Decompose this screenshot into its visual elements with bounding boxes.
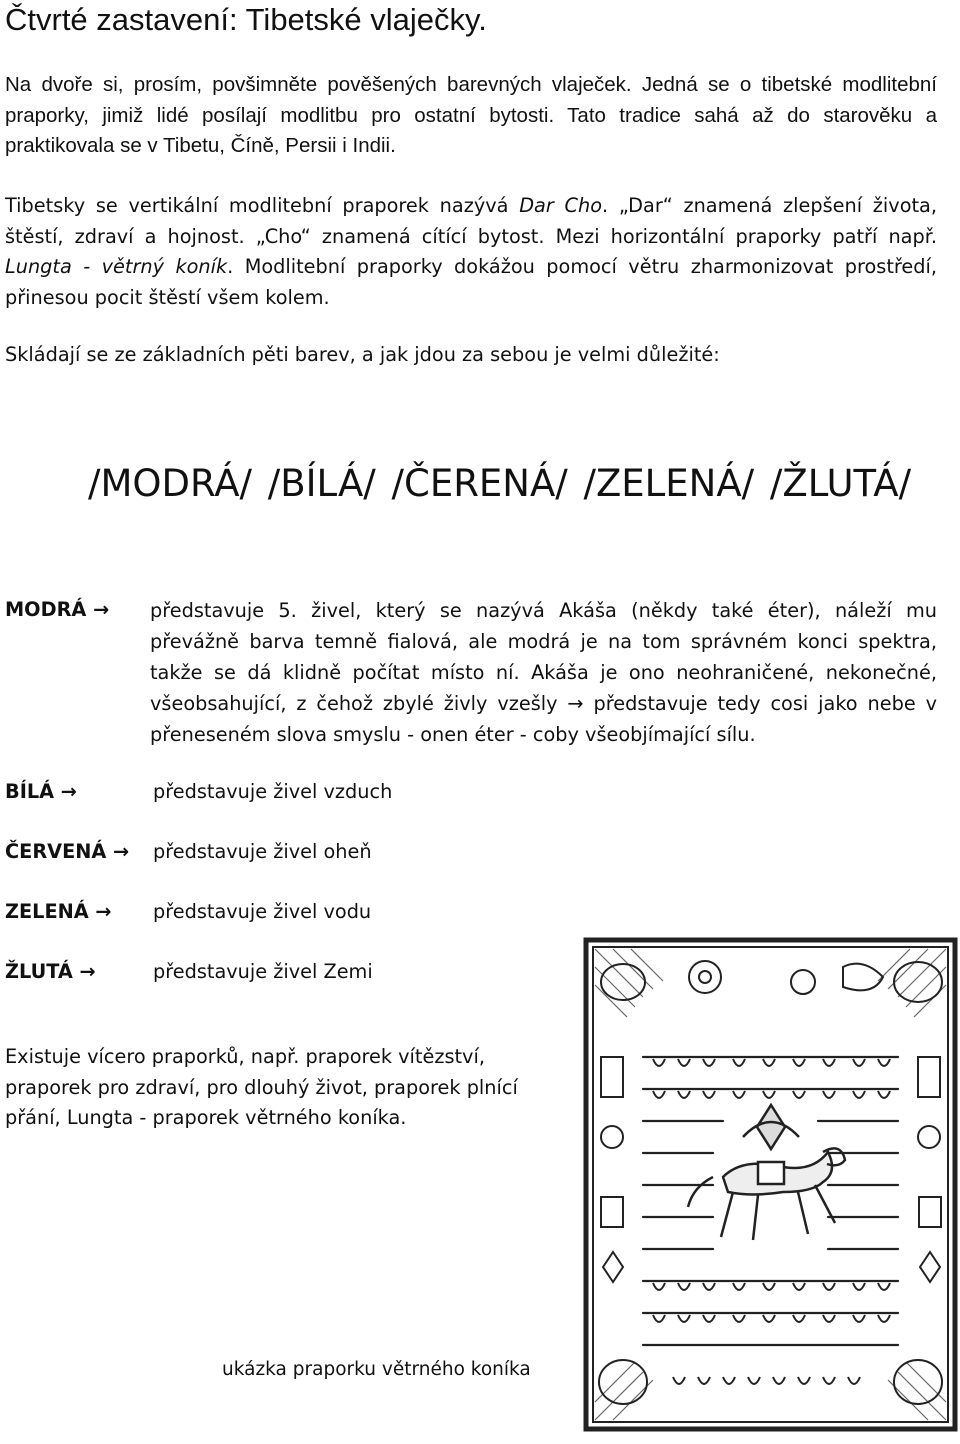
dar-cho-paragraph (5, 191, 937, 313)
color-label-zelena: ZELENÁ → (5, 900, 112, 923)
wind-horse-flag-image (583, 937, 958, 1432)
page-title: Čtvrté zastavení: Tibetské vlaječky. (5, 2, 487, 37)
color-label-modra: MODRÁ → (5, 598, 110, 621)
color-desc-zluta: představuje živel Zemi (153, 960, 373, 983)
flag-types-paragraph: Existuje vícero praporků, např. praporek vítězství, praporek pro zdraví, pro dlouhý život, praporek plnící přání, Lungta - praporek větrného koníka. (5, 1045, 518, 1129)
color-label-zluta: ŽLUTÁ → (5, 960, 96, 983)
term-lungta: Lungta - větrný koník (5, 255, 228, 278)
color-sequence: /MODRÁ/ /BÍLÁ/ /ČERENÁ/ /ZELENÁ/ /ŽLUTÁ/ (88, 462, 912, 505)
intro-paragraph: Na dvoře si, prosím, povšimněte pověšených barevných vlaječek. Jedná se o tibetské modlitební praporky, jimiž lidé posílají modlitbu pro ostatní bytosti. Tato tradice sahá až do starověku a praktikovala se v Tibetu, Číně, Persii i Indii. (5, 73, 937, 157)
color-label-bila: BÍLÁ → (5, 780, 77, 803)
image-caption: ukázka praporku větrného koníka (222, 1359, 531, 1380)
text-run: . „Dar“ znamená zlepšení života, štěstí, zdraví a hojnost. „Cho“ znamená cítící bytost. Mezi horizontální praporky patří např. (5, 194, 937, 248)
colors-intro-paragraph: Skládají se ze základních pěti barev, a jak jdou za sebou je velmi důležité: (5, 343, 720, 366)
color-desc-bila: představuje živel vzduch (153, 780, 393, 803)
color-desc-zelena: představuje živel vodu (153, 900, 372, 923)
text-run: Tibetsky se vertikální modlitební praporek nazývá (5, 194, 520, 217)
color-desc-cervena: představuje živel oheň (153, 840, 372, 863)
color-label-cervena: ČERVENÁ → (5, 840, 130, 863)
text-run: . Modlitební praporky dokážou pomocí větru zharmonizovat prostředí, přinesou pocit štěstí všem kolem. (5, 255, 937, 309)
term-dar-cho: Dar Cho (519, 194, 602, 217)
color-desc-modra: představuje 5. živel, který se nazývá Akáša (někdy také éter), náleží mu převážně barva temně fialová, ale modrá je na tom správném konci spektra, takže se dá klidně počítat místo ní. Akáša je ono neohraničené, nekonečné, všeobsahující, z čehož zbylé živly vzešly → představuje tedy cosi jako nebe v přeneseném slova smyslu - onen éter - coby všeobjímající sílu. (150, 599, 937, 746)
